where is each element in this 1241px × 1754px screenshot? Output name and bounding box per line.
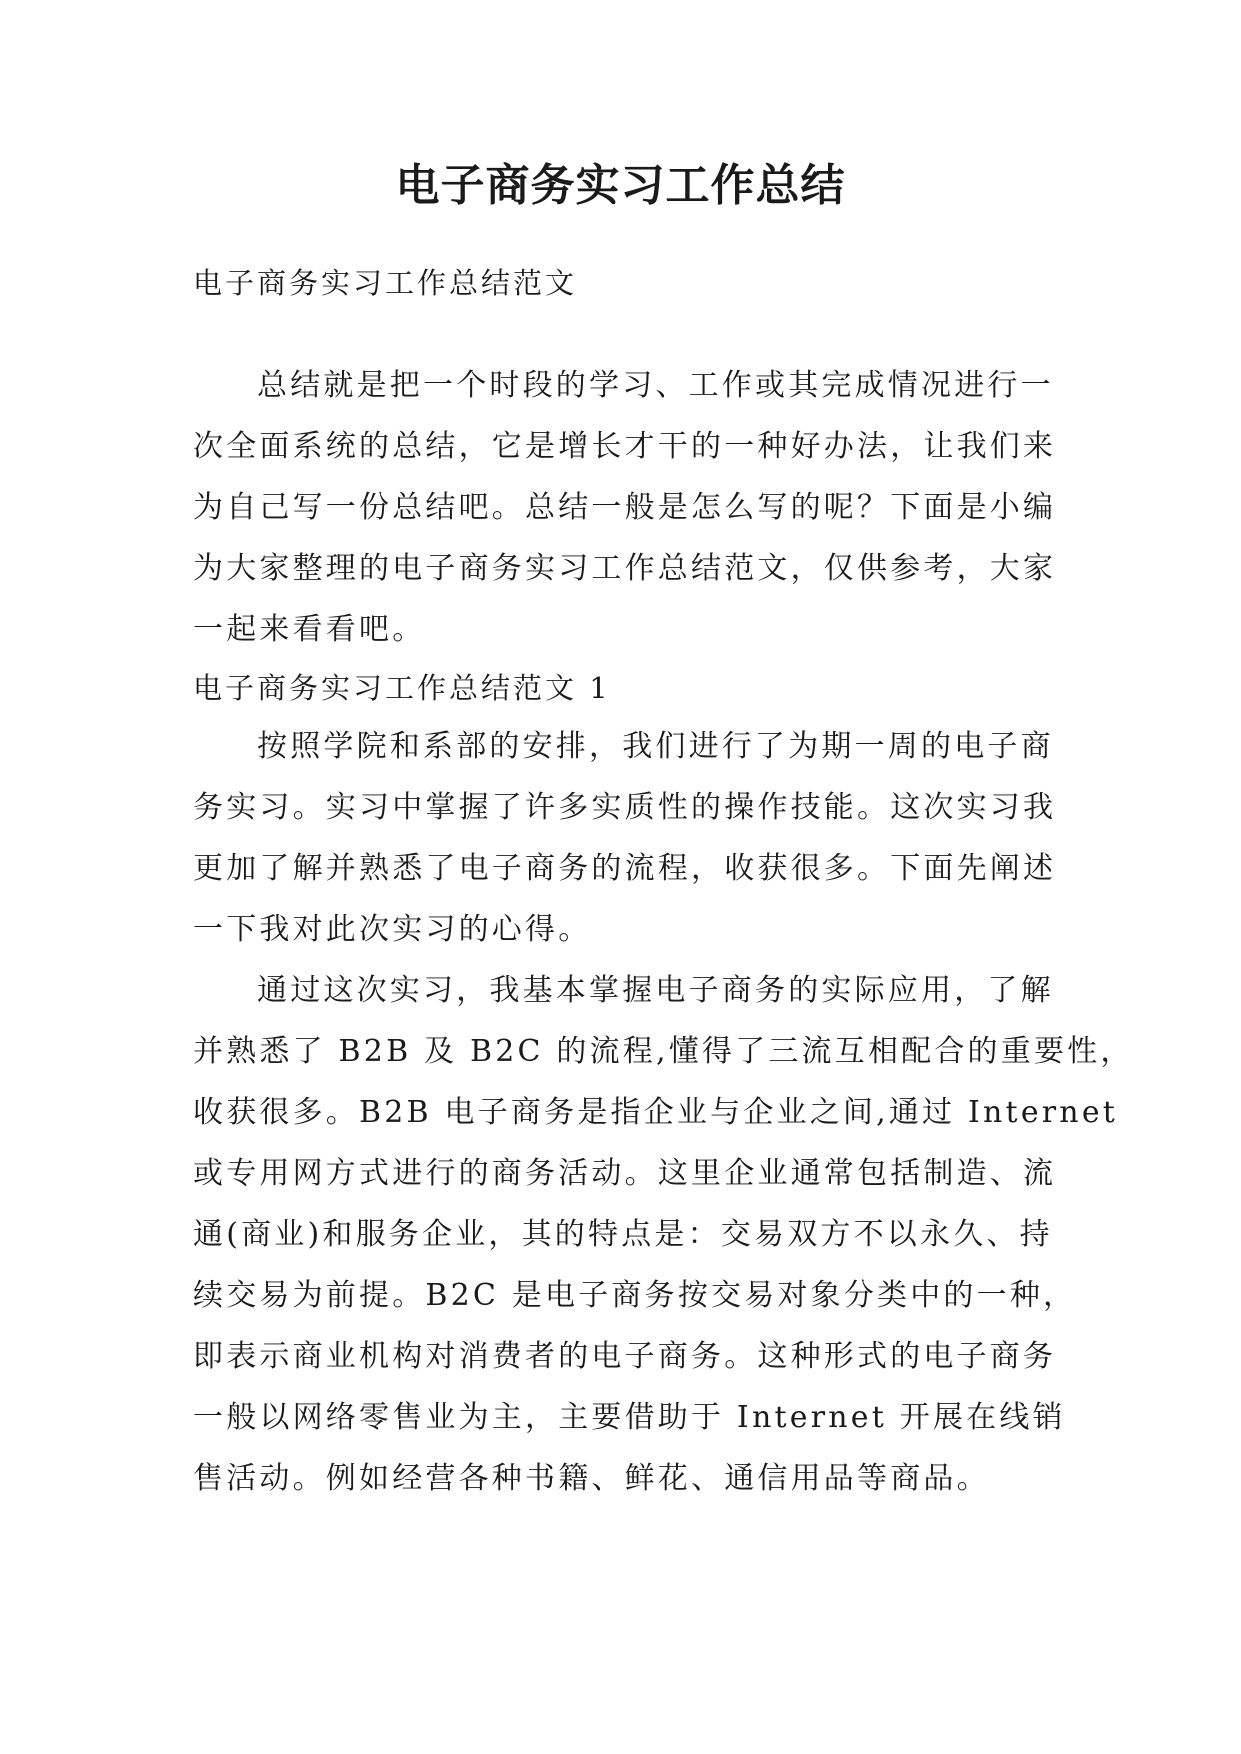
text-line: 收获很多。B2B 电子商务是指企业与企业之间,通过 Internet [193,1095,1119,1130]
text-line: 次全面系统的总结，它是增长才干的一种好办法，让我们来 [193,429,1057,464]
text-line: 为自己写一份总结吧。总结一般是怎么写的呢？下面是小编 [193,490,1057,525]
text-line: 通(商业)和服务企业，其的特点是：交易双方不以永久、持 [193,1217,1053,1252]
document-subtitle: 电子商务实习工作总结范文 [193,266,578,300]
text-line: 并熟悉了 B2B 及 B2C 的流程,懂得了三流互相配合的重要性， [193,1034,1134,1069]
text-line: 即表示商业机构对消费者的电子商务。这种形式的电子商务 [193,1339,1057,1374]
text-line: 按照学院和系部的安排，我们进行了为期一周的电子商 [257,729,1054,764]
text-line: 或专用网方式进行的商务活动。这里企业通常包括制造、流 [193,1156,1057,1191]
text-line: 售活动。例如经营各种书籍、鲜花、通信用品等商品。 [193,1461,990,1496]
text-line: 务实习。实习中掌握了许多实质性的操作技能。这次实习我 [193,790,1057,825]
body-paragraph-1 [193,716,1063,960]
text-line: 通过这次实习，我基本掌握电子商务的实际应用，了解 [257,973,1054,1008]
intro-paragraph [193,355,1063,660]
text-line: 总结就是把一个时段的学习、工作或其完成情况进行一 [257,368,1054,403]
body-paragraph-2 [193,960,1134,1509]
text-line: 一般以网络零售业为主，主要借助于 Internet 开展在线销 [193,1400,1066,1435]
section-heading: 电子商务实习工作总结范文 1 [193,671,611,705]
text-line: 续交易为前提。B2C 是电子商务按交易对象分类中的一种， [193,1278,1077,1313]
text-line: 一起来看看吧。 [193,612,426,647]
document-title: 电子商务实习工作总结 [395,160,846,211]
text-line: 一下我对此次实习的心得。 [193,912,592,947]
text-line: 更加了解并熟悉了电子商务的流程，收获很多。下面先阐述 [193,851,1057,886]
text-line: 为大家整理的电子商务实习工作总结范文，仅供参考，大家 [193,551,1057,586]
